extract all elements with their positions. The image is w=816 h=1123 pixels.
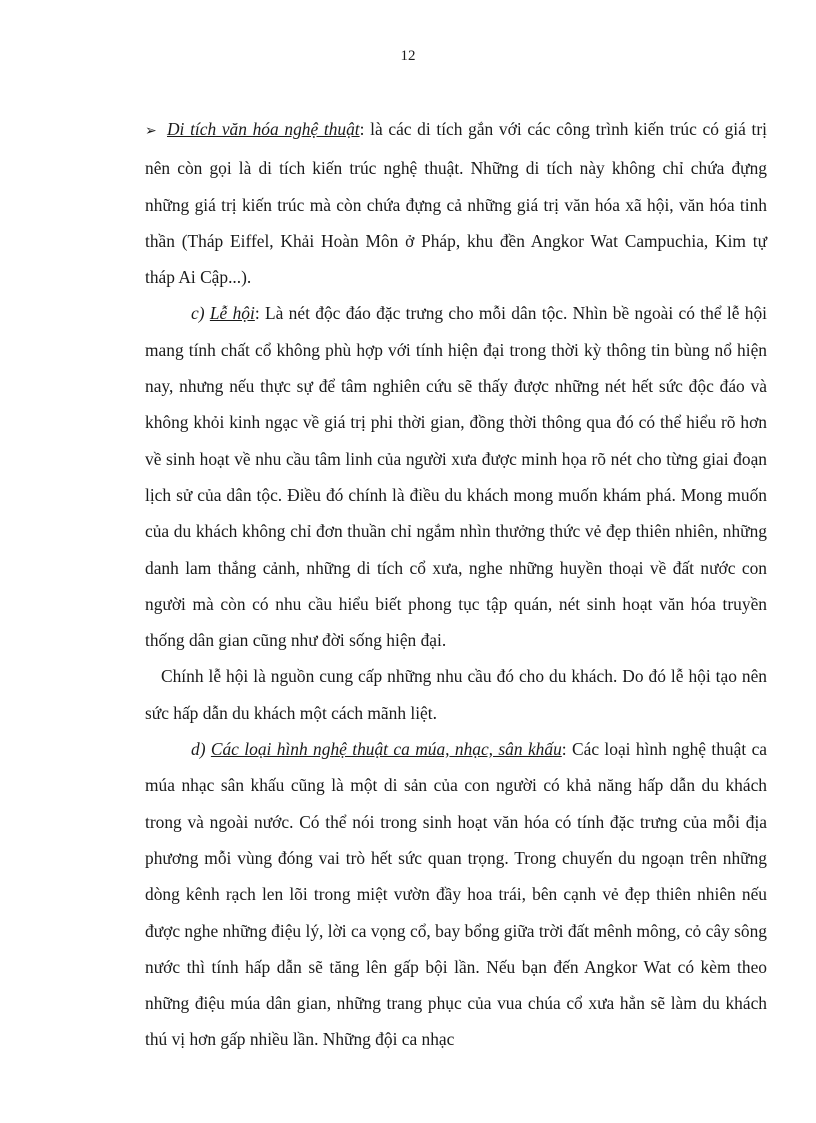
term-cultural-art-relics: Di tích văn hóa nghệ thuật [167, 119, 360, 139]
paragraph-text: : là các di tích gắn với các công trình kiến trúc có giá trị nên còn gọi là di tích kiến trúc nghệ thuật. Những di tích này không chỉ chứa đựng những giá trị kiến trúc mà còn chứa đựng cả những giá trị văn hóa xã hội, văn hóa tinh thần (Tháp Eiffel, Khải Hoàn Môn ở Pháp, khu đền Angkor Wat Campuchia, Kim tự tháp Ai Cập...). [145, 119, 767, 288]
paragraph-text: : Các loại hình nghệ thuật ca múa nhạc sân khấu cũng là một di sản của con người có khả năng hấp dẫn du khách trong và ngoài nước. Có thể nói trong sinh hoạt văn hóa có tính đặc trưng của mỗi địa phương mỗi vùng đóng vai trò hết sức quan trọng. Trong chuyến du ngoạn trên những dòng kênh rạch len lõi trong miệt vườn đầy hoa trái, bên cạnh vẻ đẹp thiên nhiên nếu được nghe những điệu lý, lời ca vọng cổ, bay bổng giữa trời đất mênh mông, cỏ cây sông nước thì tính hấp dẫn sẽ tăng lên gấp bội lần. Nếu bạn đến Angkor Wat có kèm theo những điệu múa dân gian, những trang phục của vua chúa cổ xưa hẳn sẽ làm du khách thú vị hơn gấp nhiều lần. Những đội ca nhạc [145, 739, 768, 1050]
paragraph-text: Chính lễ hội là nguồn cung cấp những nhu cầu đó cho du khách. Do đó lễ hội tạo nên sức hấp dẫn du khách một cách mãnh liệt. [145, 666, 767, 723]
paragraph-festival-appeal [145, 658, 767, 731]
paragraph-festivals [145, 295, 767, 658]
paragraph-performing-arts [145, 731, 767, 1058]
paragraph-text: : Là nét độc đáo đặc trưng cho mỗi dân tộc. Nhìn bề ngoài có thể lễ hội mang tính chất cổ không phù hợp với tính hiện đại trong thời kỳ thông tin bùng nổ hiện nay, nhưng nếu thực sự để tâm nghiên cứu sẽ thấy được những nét hết sức độc đáo và không khỏi kinh ngạc về giá trị phi thời gian, đồng thời thông qua đó có thể hiểu rõ hơn về sinh hoạt về nhu cầu tâm linh của người xưa được minh họa rõ nét cho từng giai đoạn lịch sử của dân tộc. Điều đó chính là điều du khách mong muốn khám phá. Mong muốn của du khách không chỉ đơn thuần chỉ ngắm nhìn thưởng thức vẻ đẹp thiên nhiên, những danh lam thắng cảnh, những di tích cổ xưa, nghe những huyền thoại về đất nước con người mà còn có nhu cầu hiểu biết phong tục tập quán, nét sinh hoạt văn hóa truyền thống dân gian cũng như đời sống hiện đại. [145, 303, 767, 651]
term-festivals: Lễ hội [209, 303, 255, 324]
body-text [145, 111, 767, 1058]
term-performing-arts: Các loại hình nghệ thuật ca múa, nhạc, sân khấu [210, 739, 562, 760]
paragraph-cultural-art-relics [145, 111, 767, 295]
section-prefix: d) [191, 739, 211, 760]
section-prefix: c) [191, 303, 210, 324]
page-number: 12 [400, 48, 416, 64]
arrow-bullet-icon: ➢ [145, 124, 157, 139]
